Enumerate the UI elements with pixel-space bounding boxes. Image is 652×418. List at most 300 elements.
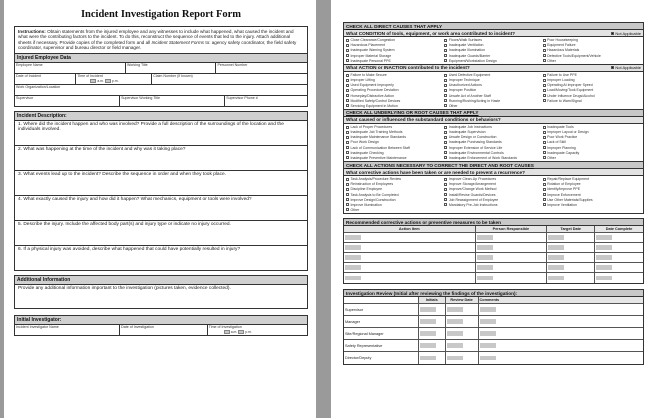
- work-location-field[interactable]: Work Organization/Location: [16, 85, 61, 90]
- input-shading: [345, 255, 361, 260]
- instructions-label: Instructions:: [18, 29, 46, 34]
- input-shading: [447, 356, 463, 361]
- conditions-checkbox-item[interactable]: [543, 38, 641, 43]
- corrective-checkbox-item[interactable]: [444, 177, 542, 182]
- checkbox-icon[interactable]: [543, 126, 546, 129]
- investigation-date-field[interactable]: Date of Investigation: [120, 325, 208, 335]
- checkbox-label: Improper Material Storage: [350, 53, 392, 58]
- actions-checkbox-item[interactable]: [444, 83, 542, 88]
- checkbox-label: Mandatory Pre-Job Instructions: [448, 202, 498, 207]
- additional-info-header: Additional Information: [14, 275, 308, 285]
- col-action-item: Action Item: [344, 226, 476, 232]
- corrective-checkbox-item[interactable]: [543, 177, 641, 182]
- checkbox-icon[interactable]: [346, 183, 349, 186]
- underlying-list: [343, 124, 644, 162]
- recommended-cell[interactable]: [547, 243, 595, 252]
- checkbox-icon[interactable]: [444, 203, 447, 206]
- col-review-date: Review Date: [446, 297, 479, 303]
- review-cell[interactable]: [479, 304, 643, 315]
- checkbox-icon[interactable]: [346, 89, 349, 92]
- checkbox-icon[interactable]: [346, 99, 349, 102]
- checkbox-label: Other: [448, 103, 458, 108]
- checkbox-icon[interactable]: [444, 44, 447, 47]
- review-cell[interactable]: [419, 328, 446, 339]
- conditions-checkbox-item[interactable]: [346, 53, 444, 58]
- recommended-cell[interactable]: [344, 273, 476, 283]
- checkbox-label: Operating Procedure Deviation: [350, 88, 399, 93]
- checkbox-icon[interactable]: [543, 193, 546, 196]
- checkbox-label: Improper Position: [448, 88, 477, 93]
- checkbox-icon[interactable]: [346, 146, 349, 149]
- date-of-incident-field[interactable]: Date of Incident: [15, 74, 76, 84]
- input-shading: [477, 265, 493, 270]
- actions-checkbox-item[interactable]: [444, 73, 542, 78]
- actions-checkbox-item[interactable]: [543, 73, 641, 78]
- input-shading: [477, 276, 493, 281]
- review-cell[interactable]: [446, 328, 479, 339]
- actions-checkbox-item[interactable]: [543, 88, 641, 93]
- conditions-checkbox-item[interactable]: [444, 38, 542, 43]
- employee-name-field[interactable]: Employee Name: [15, 63, 126, 73]
- checkbox-icon[interactable]: [346, 74, 349, 77]
- corrective-checkbox-item[interactable]: [543, 182, 641, 187]
- underlying-checkbox-item[interactable]: [444, 135, 542, 140]
- recommended-cell[interactable]: [476, 263, 548, 272]
- conditions-checkbox-item[interactable]: [543, 43, 641, 48]
- checkbox-icon[interactable]: [543, 141, 546, 144]
- input-shading: [477, 255, 493, 260]
- investigation-time-field[interactable]: Time of Investigation a.m. p.m.: [208, 325, 252, 334]
- corrective-checkbox-item[interactable]: [543, 202, 641, 207]
- personnel-number-field[interactable]: Personnel Number: [217, 63, 248, 68]
- review-cell[interactable]: [419, 316, 446, 327]
- checkbox-label: Hazardous Placement: [350, 43, 385, 48]
- page-one: [4, 0, 316, 418]
- input-shading: [596, 235, 612, 240]
- checkbox-icon[interactable]: [346, 59, 349, 62]
- location-row: [14, 85, 308, 96]
- corrective-checkbox-item[interactable]: [444, 187, 542, 192]
- checkbox-icon[interactable]: [346, 44, 349, 47]
- condition-not-applicable[interactable]: Not Applicable: [611, 31, 641, 36]
- checkbox-icon[interactable]: [346, 136, 349, 139]
- checkbox-icon[interactable]: [444, 74, 447, 77]
- recommended-cell[interactable]: [547, 273, 595, 283]
- actions-checkbox-item[interactable]: [444, 78, 542, 83]
- recommended-cell[interactable]: [547, 233, 595, 242]
- actions-checkbox-item[interactable]: [346, 78, 444, 83]
- checkbox-icon[interactable]: [346, 141, 349, 144]
- checkbox-label: Other: [547, 58, 556, 63]
- checkbox-icon[interactable]: [543, 198, 546, 201]
- actions-checkbox-item[interactable]: [444, 93, 542, 98]
- checkbox-icon[interactable]: [346, 54, 349, 57]
- checkbox-icon[interactable]: [346, 178, 349, 181]
- conditions-checkbox-item[interactable]: [444, 48, 542, 53]
- checkbox-icon[interactable]: [444, 49, 447, 52]
- corrective-checkbox-item[interactable]: [346, 177, 444, 182]
- checkbox-label: Under Influence Drugs/Alcohol: [547, 93, 595, 98]
- conditions-checkbox-item[interactable]: [543, 53, 641, 58]
- investigator-row: [14, 325, 308, 336]
- input-shading: [447, 307, 463, 312]
- corrective-checkbox-item[interactable]: [346, 202, 444, 207]
- checkbox-label: Inadequate Personal PPE: [350, 58, 391, 63]
- checkbox-label: Modified Safety/Control Devices: [350, 98, 401, 103]
- checkbox-icon[interactable]: [346, 188, 349, 191]
- checkbox-icon[interactable]: [543, 44, 546, 47]
- checkbox-icon[interactable]: [543, 183, 546, 186]
- corrective-checkbox-item[interactable]: [346, 197, 444, 202]
- underlying-checkbox-item[interactable]: [543, 130, 641, 135]
- supervisor-phone-field[interactable]: Supervisor Phone #: [226, 96, 258, 101]
- action-header: What ACTION or INACTION contributed to the incident? Not Applicable: [343, 65, 644, 72]
- am-pm-checks[interactable]: a.m. p.m.: [90, 79, 118, 83]
- recommended-cell[interactable]: [595, 253, 643, 262]
- actions-checkbox-item[interactable]: [346, 98, 444, 103]
- checkbox-label: Use Other Materials/Supplies: [547, 197, 593, 202]
- underlying-checkbox-item[interactable]: [543, 125, 641, 130]
- corrective-checkbox-item[interactable]: [346, 187, 444, 192]
- corrective-checkbox-item[interactable]: [543, 187, 641, 192]
- working-title-field[interactable]: Working Title: [126, 63, 217, 73]
- recommended-cell[interactable]: [344, 263, 476, 272]
- input-shading: [447, 343, 463, 348]
- underlying-checkbox-item[interactable]: [543, 145, 641, 150]
- checkbox-label: Inadequate Supervision: [448, 130, 486, 135]
- underlying-checkbox-item[interactable]: [444, 156, 542, 161]
- checkbox-icon[interactable]: [543, 146, 546, 149]
- checkbox-label: Unsafe Act of Another Staff: [448, 93, 491, 98]
- conditions-checkbox-item[interactable]: [346, 38, 444, 43]
- page-two: [331, 0, 652, 418]
- underlying-checkbox-item[interactable]: [444, 150, 542, 155]
- recommended-cell[interactable]: [595, 233, 643, 242]
- instructions-end: to: agency safety coordinator, the field safety coordinator, supervisor and bureau director or field manager.: [18, 39, 297, 51]
- checkbox-label: Servicing Equipment in Motion: [350, 103, 398, 108]
- checkbox-icon[interactable]: [444, 99, 447, 102]
- review-cell[interactable]: [419, 352, 446, 364]
- underlying-checkbox-item[interactable]: [444, 125, 542, 130]
- conditions-checkbox-item[interactable]: [543, 48, 641, 53]
- checkbox-icon[interactable]: [444, 136, 447, 139]
- actions-checkbox-item[interactable]: [444, 103, 542, 108]
- actions-checkbox-item[interactable]: [543, 98, 641, 103]
- recommended-cell[interactable]: [344, 253, 476, 262]
- review-cell[interactable]: [479, 340, 643, 351]
- input-shading: [596, 265, 612, 270]
- review-row: [344, 328, 643, 340]
- checkbox-label: Install/Revise Guards/Devices: [448, 192, 496, 197]
- recommended-table: [343, 226, 644, 284]
- claim-number-field[interactable]: Claim Number (if known): [153, 74, 193, 79]
- checkbox-icon[interactable]: [346, 151, 349, 154]
- actions-checkbox-item[interactable]: [346, 103, 444, 108]
- actions-checkbox-item[interactable]: [543, 83, 641, 88]
- checkbox-label: Close Clearance/Congestion: [350, 38, 396, 43]
- col-target-date: Target Date: [547, 226, 595, 232]
- underlying-checkbox-item[interactable]: [346, 135, 444, 140]
- corrective-checkbox-item[interactable]: [346, 192, 444, 197]
- checkbox-icon[interactable]: [346, 79, 349, 82]
- checkbox-icon[interactable]: [444, 39, 447, 42]
- injured-employee-header: Injured Employee Data: [14, 54, 308, 63]
- underlying-sub-header: What caused or influenced the substandard conditions or behaviors?: [343, 117, 644, 124]
- review-cell[interactable]: [446, 304, 479, 315]
- checkbox-icon[interactable]: [346, 193, 349, 196]
- input-shading: [548, 245, 564, 250]
- review-row: [344, 316, 643, 328]
- checkbox-icon[interactable]: [346, 156, 349, 159]
- actions-checkbox-item[interactable]: [346, 88, 444, 93]
- recommended-cell[interactable]: [595, 243, 643, 252]
- review-cell[interactable]: [419, 304, 446, 315]
- checkbox-icon[interactable]: [346, 94, 349, 97]
- underlying-checkbox-item[interactable]: [543, 150, 641, 155]
- checkbox-icon[interactable]: [543, 74, 546, 77]
- review-row: [344, 340, 643, 352]
- review-table: [343, 297, 644, 365]
- checkbox-label: Hazardous Materials: [547, 48, 580, 53]
- checkbox-label: Reinstruction of Employees: [350, 182, 394, 187]
- supervisor-title-field[interactable]: Supervisor Working Title: [120, 96, 225, 106]
- corrective-checkbox-item[interactable]: [444, 182, 542, 187]
- recommended-cell[interactable]: [476, 233, 548, 242]
- checkbox-label: Equipment Failure: [547, 43, 576, 48]
- conditions-checkbox-item[interactable]: [444, 58, 542, 63]
- checkbox-label: Improve Illumination: [350, 202, 382, 207]
- checkbox-icon[interactable]: [444, 131, 447, 134]
- checkbox-label: Lack of Proper Procedures: [350, 125, 393, 130]
- input-shading: [548, 276, 564, 281]
- question-6[interactable]: 6. If a physical injury was avoided, describe what happened that could have potentially resulted in injury?: [14, 246, 308, 271]
- checkbox-icon[interactable]: [543, 94, 546, 97]
- question-3[interactable]: 3. What events lead up to the incident? Describe the sequence in order and when they took place.: [14, 171, 308, 196]
- checkbox-icon[interactable]: [444, 59, 447, 62]
- checkbox-icon[interactable]: [346, 49, 349, 52]
- checkbox-icon[interactable]: [543, 84, 546, 87]
- actions-checkbox-item[interactable]: [543, 78, 641, 83]
- actions-checkbox-item[interactable]: [346, 93, 444, 98]
- checkbox-label: Improve Enforcement: [547, 192, 581, 197]
- checkbox-icon[interactable]: [543, 203, 546, 206]
- underlying-checkbox-item[interactable]: [346, 156, 444, 161]
- underlying-checkbox-item[interactable]: [346, 145, 444, 150]
- underlying-checkbox-item[interactable]: [346, 140, 444, 145]
- recommended-row: [344, 243, 643, 253]
- checkbox-icon[interactable]: [346, 208, 349, 211]
- checkbox-icon[interactable]: [444, 54, 447, 57]
- corrective-actions-header: CHECK ALL ACTIONS NECESSARY TO CORRECT THE DIRECT AND ROOT CAUSES: [343, 162, 644, 169]
- checkbox-icon[interactable]: [543, 178, 546, 181]
- supervisor-field[interactable]: Supervisor: [15, 96, 120, 106]
- checkbox-label: Inadequate Guards/Barrier: [448, 53, 491, 58]
- checkbox-icon[interactable]: [543, 39, 546, 42]
- input-shading: [480, 319, 496, 324]
- checkbox-label: Improve Design/Construction: [350, 197, 396, 202]
- conditions-checkbox-item[interactable]: [543, 58, 641, 63]
- checkbox-label: Improve Storage/Arrangement: [448, 182, 496, 187]
- recommended-cell[interactable]: [595, 263, 643, 272]
- checkbox-icon[interactable]: [543, 89, 546, 92]
- checkbox-icon[interactable]: [543, 151, 546, 154]
- checkbox-icon[interactable]: [444, 146, 447, 149]
- checkbox-icon[interactable]: [444, 126, 447, 129]
- actions-checkbox-item[interactable]: [444, 98, 542, 103]
- review-cell[interactable]: [479, 316, 643, 327]
- checkbox-label: Lack of Skill: [547, 140, 566, 145]
- question-2[interactable]: 2. What was happening at the time of the incident and why was it taking place?: [14, 146, 308, 171]
- checkbox-icon[interactable]: [543, 156, 546, 159]
- checkbox-icon[interactable]: [444, 193, 447, 196]
- underlying-checkbox-item[interactable]: [346, 130, 444, 135]
- actions-checkbox-item[interactable]: [444, 88, 542, 93]
- time-of-incident-field[interactable]: Time of Incident a.m. p.m.: [76, 74, 152, 84]
- checkbox-icon[interactable]: [543, 131, 546, 134]
- checkbox-icon[interactable]: [543, 59, 546, 62]
- input-shading: [345, 276, 361, 281]
- checkbox-label: Inadequate Capacity: [547, 150, 580, 155]
- incident-description-header: Incident Description:: [14, 111, 308, 121]
- actions-checkbox-item[interactable]: [346, 83, 444, 88]
- recommended-cell[interactable]: [595, 273, 643, 283]
- checkbox-icon[interactable]: [444, 151, 447, 154]
- underlying-checkbox-item[interactable]: [543, 135, 641, 140]
- checkbox-icon[interactable]: [444, 198, 447, 201]
- recommended-cell[interactable]: [476, 243, 548, 252]
- checkbox-icon[interactable]: [346, 131, 349, 134]
- recommended-cell[interactable]: [344, 233, 476, 242]
- checkbox-icon[interactable]: [543, 99, 546, 102]
- investigator-name-field[interactable]: Incident Investigator Name: [15, 325, 120, 335]
- conditions-checkbox-item[interactable]: [346, 43, 444, 48]
- underlying-causes-header: CHECK ALL UNDERLYING OR ROOT CAUSES THAT APPLY: [343, 110, 644, 117]
- checkbox-icon[interactable]: [543, 136, 546, 139]
- checkbox-icon[interactable]: [346, 84, 349, 87]
- actions-checkbox-item[interactable]: [346, 73, 444, 78]
- underlying-checkbox-item[interactable]: [346, 125, 444, 130]
- review-cell[interactable]: [446, 352, 479, 364]
- conditions-checkbox-item[interactable]: [444, 53, 542, 58]
- checkbox-icon[interactable]: [346, 198, 349, 201]
- checkbox-icon[interactable]: [444, 79, 447, 82]
- checkbox-icon[interactable]: [543, 79, 546, 82]
- underlying-checkbox-item[interactable]: [444, 140, 542, 145]
- actions-checkbox-item[interactable]: [543, 93, 641, 98]
- recommended-cell[interactable]: [344, 243, 476, 252]
- review-row: [344, 304, 643, 316]
- input-shading: [596, 255, 612, 260]
- action-not-applicable[interactable]: Not Applicable: [611, 65, 641, 70]
- checkbox-label: Identify/Improve PPE: [547, 187, 581, 192]
- checkbox-icon[interactable]: [444, 84, 447, 87]
- checkbox-label: Improper Planning: [547, 145, 576, 150]
- corrective-checkbox-item[interactable]: [444, 192, 542, 197]
- employee-row: [14, 63, 308, 74]
- conditions-list: [343, 37, 644, 65]
- corrective-checkbox-item[interactable]: [444, 197, 542, 202]
- question-1[interactable]: 1. Where did the incident happen and who was involved? Provide a full description of the surroundings of the location and the individuals involved.: [14, 121, 308, 146]
- recommended-cell[interactable]: [547, 253, 595, 262]
- corrective-checkbox-item[interactable]: [543, 192, 641, 197]
- checkbox-icon[interactable]: [444, 156, 447, 159]
- checkbox-label: Improve Clean-Up Procedures: [448, 177, 497, 182]
- review-cell[interactable]: [446, 316, 479, 327]
- conditions-checkbox-item[interactable]: [346, 58, 444, 63]
- additional-info-field[interactable]: Provide any additional information important to the investigation (pictures taken, evidence collected).: [14, 285, 308, 309]
- checkbox-label: Equipment/Workstation Design: [448, 58, 497, 63]
- checkbox-icon[interactable]: [444, 104, 447, 107]
- conditions-checkbox-item[interactable]: [444, 43, 542, 48]
- checkbox-label: Inadequate Job Training Methods: [350, 130, 403, 135]
- input-shading: [480, 331, 496, 336]
- checkbox-icon[interactable]: [346, 126, 349, 129]
- checkbox-label: Inadequate Checking: [350, 150, 384, 155]
- checkbox-icon[interactable]: [543, 188, 546, 191]
- checkbox-label: Improper Lifting: [350, 78, 375, 83]
- checkbox-icon[interactable]: [346, 39, 349, 42]
- question-4[interactable]: 4. What exactly caused the injury and how did it happen? What mechanics, equipment or tools were involved?: [14, 196, 308, 221]
- checkbox-icon[interactable]: [444, 141, 447, 144]
- inv-am-pm-checks[interactable]: a.m. p.m.: [224, 330, 252, 334]
- underlying-checkbox-item[interactable]: [543, 140, 641, 145]
- checkbox-icon[interactable]: [543, 49, 546, 52]
- checkbox-icon[interactable]: [444, 188, 447, 191]
- corrective-checkbox-item[interactable]: [543, 197, 641, 202]
- checkbox-label: Improper Technique: [448, 78, 480, 83]
- recommended-cell[interactable]: [476, 253, 548, 262]
- input-shading: [420, 331, 436, 336]
- instructions-italic: Incident Statement Forms: [151, 39, 205, 45]
- reviewer-role: Director/Deputy: [344, 352, 419, 364]
- review-cell[interactable]: [479, 328, 643, 339]
- input-shading: [420, 356, 436, 361]
- input-shading: [345, 235, 361, 240]
- checkbox-icon[interactable]: [346, 104, 349, 107]
- conditions-checkbox-item[interactable]: [346, 48, 444, 53]
- underlying-checkbox-item[interactable]: [346, 150, 444, 155]
- input-shading: [345, 265, 361, 270]
- underlying-checkbox-item[interactable]: [444, 130, 542, 135]
- condition-header: What CONDITION of tools, equipment, or work area contributed to incident? Not Applicable: [343, 30, 644, 37]
- checkbox-label: Used Equipment Improperly: [350, 83, 394, 88]
- review-cell[interactable]: [446, 340, 479, 351]
- checkbox-icon[interactable]: [444, 178, 447, 181]
- corrective-checkbox-item[interactable]: [346, 182, 444, 187]
- recommended-cell[interactable]: [476, 273, 548, 283]
- question-5[interactable]: 5. Describe the injury. Include the affected body part(s) and injury type or indicate no injury occurred.: [14, 221, 308, 246]
- checkbox-icon[interactable]: [444, 183, 447, 186]
- direct-causes-header: CHECK ALL DIRECT CAUSES THAT APPLY: [343, 22, 644, 30]
- review-cell[interactable]: [479, 352, 643, 364]
- underlying-checkbox-item[interactable]: [543, 156, 641, 161]
- checkbox-icon[interactable]: [346, 203, 349, 206]
- recommended-cell[interactable]: [547, 263, 595, 272]
- input-shading: [477, 235, 493, 240]
- input-shading: [548, 255, 564, 260]
- review-cell[interactable]: [419, 340, 446, 351]
- corrective-checkbox-item[interactable]: [346, 208, 444, 213]
- corrective-checkbox-item[interactable]: [444, 202, 542, 207]
- checkbox-icon[interactable]: [444, 89, 447, 92]
- underlying-checkbox-item[interactable]: [444, 145, 542, 150]
- checkbox-icon[interactable]: [444, 94, 447, 97]
- corrective-list: [343, 176, 644, 214]
- checkbox-icon[interactable]: [543, 54, 546, 57]
- checkbox-label: Lack of Communication Between Staff: [350, 145, 410, 150]
- review-header-row: [344, 297, 643, 304]
- checkbox-label: Failure to Make Secure: [350, 73, 387, 78]
